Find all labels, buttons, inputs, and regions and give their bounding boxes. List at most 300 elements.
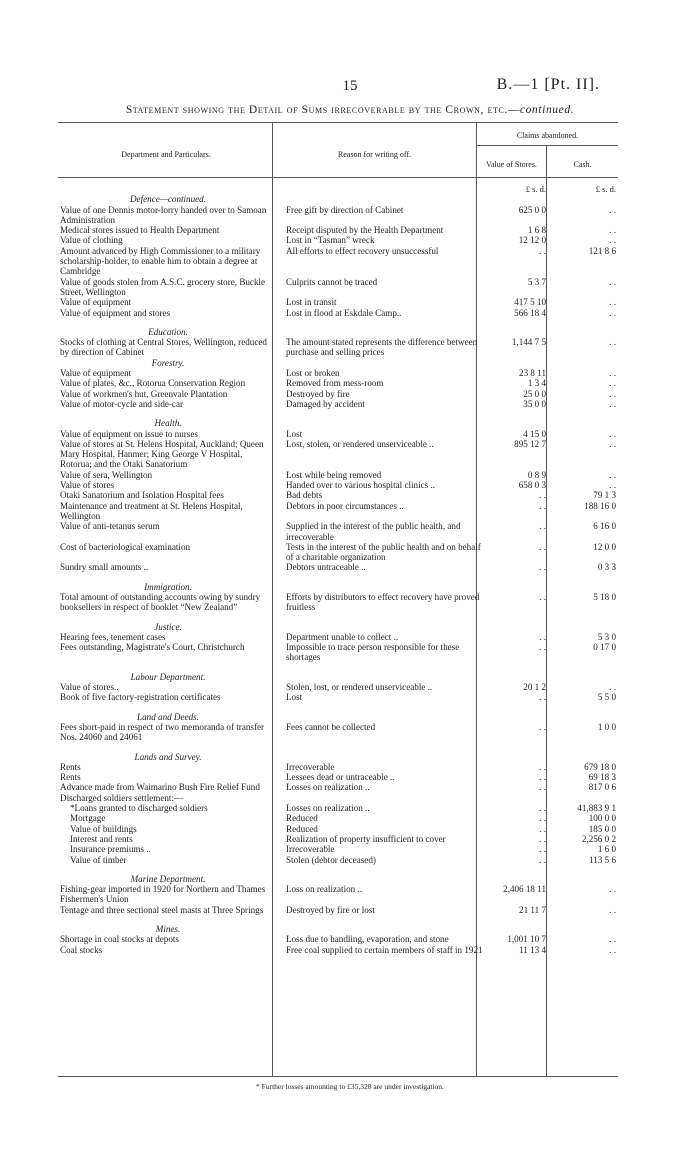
header-bottom-rule (58, 177, 618, 178)
header-stores: Value of Stores. (486, 160, 537, 169)
stores-value-cell (486, 418, 552, 428)
cash-value-cell (552, 884, 624, 905)
department-cell-text: Discharged soldiers settlement:— (60, 792, 184, 803)
stores-value-cell (486, 225, 552, 235)
reason-cell (276, 480, 486, 490)
department-cell (0, 521, 276, 542)
page-title (0, 104, 700, 116)
stores-value-cell-text: . . (539, 692, 546, 703)
reason-cell (276, 924, 486, 934)
cash-value-cell (552, 542, 624, 563)
reason-cell (276, 834, 486, 844)
department-cell (0, 855, 276, 865)
table-row (0, 501, 700, 522)
reason-cell-text: Bad debts (286, 490, 323, 501)
cash-value-cell-text: 5 5 0 (597, 692, 616, 703)
cash-value-cell-text: . . (609, 398, 616, 409)
department-cell (0, 562, 276, 572)
stores-value-cell (486, 672, 552, 682)
cash-value-cell (552, 722, 624, 743)
table-row (0, 762, 700, 772)
department-cell (0, 184, 276, 194)
stores-value-cell (486, 874, 552, 884)
department-cell (0, 418, 276, 428)
department-cell (0, 327, 276, 337)
reason-cell-text: Irrecoverable (286, 761, 335, 772)
reason-cell-text: Culprits cannot be traced (286, 276, 378, 287)
department-cell (0, 205, 276, 226)
header-cash: Cash. (573, 160, 592, 169)
department-cell (0, 592, 276, 613)
reason-cell (276, 277, 486, 298)
stores-value-cell (486, 934, 552, 944)
reason-cell-text: Impossible to trace person responsible for these shortages (286, 642, 460, 663)
cash-value-cell (552, 235, 624, 245)
reason-cell-text: Damaged by accident (286, 398, 365, 409)
cash-value-cell (552, 793, 624, 803)
table-row (0, 592, 700, 613)
department-cell-text: Value of sera, Wellington (60, 469, 153, 480)
stores-value-cell (486, 480, 552, 490)
cash-value-cell-text: . . (609, 428, 616, 439)
stores-value-cell-text: 25 0 0 (523, 388, 546, 399)
stores-value-cell (486, 772, 552, 782)
header-department: Department and Particulars. (121, 150, 211, 159)
reason-cell-text: Lost while being removed (286, 469, 382, 480)
cash-value-cell (552, 844, 624, 854)
cash-value-cell-text: 0 17 0 (593, 642, 616, 653)
cash-value-cell-text: . . (609, 235, 616, 246)
reason-cell-text: Stolen (debtor deceased) (286, 854, 376, 865)
reason-cell (276, 418, 486, 428)
stores-value-cell-text: 1,001 10 7 (507, 934, 546, 945)
department-cell (0, 429, 276, 439)
reason-cell (276, 855, 486, 865)
department-cell (0, 782, 276, 792)
cash-value-cell-text: 113 5 6 (589, 854, 616, 865)
table-row (0, 277, 700, 298)
stores-value-cell-text: . . (539, 721, 546, 732)
reason-cell-text: Free coal supplied to certain members of staff in 1921 (286, 944, 483, 955)
table-row (0, 884, 700, 905)
stores-value-cell (486, 501, 552, 522)
stores-value-cell (486, 924, 552, 934)
reason-cell-text: Destroyed by fire or lost (286, 904, 375, 915)
department-cell (0, 722, 276, 743)
cash-value-cell (552, 712, 624, 722)
department-cell-text: Maintenance and treatment at St. Helens Hospital, Wellington (60, 500, 243, 521)
stores-value-cell (486, 205, 552, 226)
cash-value-cell (552, 762, 624, 772)
stores-value-cell (486, 762, 552, 772)
cash-value-cell-text: 0 3 3 (597, 562, 616, 573)
cash-value-cell (552, 194, 624, 204)
title-suffix: continued. (519, 104, 575, 116)
department-cell-text: Defence—continued. (129, 194, 206, 205)
department-cell (0, 337, 276, 358)
table-row (0, 246, 700, 277)
department-cell (0, 378, 276, 388)
cash-value-cell-text: 5 3 0 (597, 631, 616, 642)
stores-value-cell (486, 642, 552, 663)
reason-cell (276, 225, 486, 235)
cash-value-cell-text: . . (609, 337, 616, 348)
cash-value-cell-text: . . (609, 884, 616, 895)
department-cell-text: Value of one Dennis motor-lorry handed over to Samoan Administration (60, 204, 267, 225)
reason-cell-text: Efforts by distributors to effect recovery have proved fruitless (286, 591, 480, 613)
reason-cell-text: Handed over to various hospital clinics .. (286, 480, 436, 491)
cash-value-cell-text: 6 16 0 (593, 521, 616, 532)
row-spacer (0, 865, 700, 874)
department-cell-text: Insurance premiums .. (70, 844, 151, 855)
reason-cell (276, 399, 486, 409)
department-cell-text: Cost of bacteriological examination (60, 541, 191, 552)
table-row (0, 368, 700, 378)
stores-value-cell (486, 246, 552, 277)
stores-value-cell (486, 327, 552, 337)
reason-cell (276, 205, 486, 226)
department-cell-text: Lands and Survey. (134, 751, 202, 762)
stores-value-cell-text: . . (539, 823, 546, 834)
stores-value-cell (486, 542, 552, 563)
stores-value-cell-text: £ s. d. (525, 184, 546, 194)
department-cell (0, 803, 276, 813)
cash-value-cell (552, 682, 624, 692)
cash-value-cell-text: . . (609, 276, 616, 287)
table-row (0, 184, 700, 194)
table-row (0, 308, 700, 318)
stores-value-cell (486, 592, 552, 613)
table-top-rule (58, 122, 618, 123)
stores-value-cell-text: . . (539, 490, 546, 501)
department-cell-text: Forestry. (151, 357, 185, 368)
cash-value-cell (552, 945, 624, 955)
stores-value-cell (486, 712, 552, 722)
department-cell-text: Value of timber (70, 854, 127, 865)
table-row (0, 632, 700, 642)
stores-value-cell (486, 194, 552, 204)
cash-value-cell (552, 824, 624, 834)
department-cell-text: Advance made from Waimarino Bush Fire Relief Fund (60, 782, 260, 793)
cash-value-cell-text: 817 0 6 (588, 782, 616, 793)
department-cell (0, 439, 276, 470)
department-cell-text: Shortage in coal stocks at depots (60, 934, 179, 945)
department-cell-text: Total amount of outstanding accounts owing by sundry booksellers in respect of booklet “New Zealand” (60, 591, 261, 613)
cash-value-cell-text: . . (609, 904, 616, 915)
reason-cell (276, 194, 486, 204)
table-row (0, 205, 700, 226)
department-cell-text: Value of equipment (60, 368, 132, 379)
section-heading (0, 418, 700, 428)
department-cell-text: Value of stores.. (60, 682, 119, 693)
table-row (0, 813, 700, 823)
table-row (0, 337, 700, 358)
reason-cell (276, 844, 486, 854)
cash-value-cell-text: 69 18 3 (588, 772, 616, 783)
reason-cell (276, 184, 486, 194)
reason-cell (276, 470, 486, 480)
department-cell-text: Amount advanced by High Commissioner to a military scholarship-holder, to enable him to obtain a degree at Cambridge (60, 245, 261, 277)
table-row (0, 844, 700, 854)
section-heading (0, 712, 700, 722)
reason-cell-text: Lost or broken (286, 368, 340, 379)
department-cell (0, 246, 276, 277)
cash-value-cell (552, 368, 624, 378)
stores-value-cell (486, 439, 552, 470)
reason-cell-text: Removed from mess-room (286, 378, 384, 389)
department-cell-text: Value of equipment and stores (60, 307, 171, 318)
reason-cell (276, 692, 486, 702)
stores-value-cell (486, 358, 552, 368)
cash-value-cell (552, 418, 624, 428)
department-cell-text: Rents (60, 772, 81, 783)
reason-cell (276, 824, 486, 834)
department-cell-text: Land and Deeds. (137, 711, 199, 722)
cash-value-cell-text: 1 6 0 (597, 844, 616, 855)
cash-value-cell (552, 782, 624, 792)
table-row (0, 682, 700, 692)
department-cell (0, 672, 276, 682)
department-cell (0, 194, 276, 204)
stores-value-cell (486, 378, 552, 388)
stores-value-cell-text: 0 8 9 (527, 469, 546, 480)
department-cell-text: Otaki Sanatorium and Isolation Hospital fees (60, 490, 224, 501)
department-cell (0, 934, 276, 944)
stores-value-cell-text: 4 15 0 (523, 428, 546, 439)
reason-cell (276, 490, 486, 500)
cash-value-cell (552, 592, 624, 613)
stores-value-cell (486, 884, 552, 905)
department-cell-text: Value of goods stolen from A.S.C. grocery store, Buckle Street, Wellington (60, 276, 266, 297)
reason-cell-text: Lost (286, 428, 303, 439)
reason-cell (276, 246, 486, 277)
reason-cell-text: Lost, stolen, or rendered unserviceable .. (286, 438, 434, 449)
cash-value-cell (552, 308, 624, 318)
reason-cell-text: Stolen, lost, or rendered unserviceable .. (286, 682, 433, 693)
cash-value-cell (552, 378, 624, 388)
cash-value-cell (552, 772, 624, 782)
stores-value-cell (486, 521, 552, 542)
stores-value-cell (486, 945, 552, 955)
department-cell (0, 235, 276, 245)
cash-value-cell (552, 327, 624, 337)
stores-value-cell-text: . . (539, 803, 546, 814)
cash-value-cell-text: . . (609, 368, 616, 379)
table-row (0, 642, 700, 663)
stores-value-cell (486, 308, 552, 318)
header-claims: Claims abandoned. (516, 131, 579, 140)
stores-value-cell (486, 722, 552, 743)
department-cell (0, 632, 276, 642)
table-row (0, 945, 700, 955)
stores-value-cell-text: 11 13 4 (519, 944, 546, 955)
stores-value-cell-text: 566 18 4 (514, 307, 546, 318)
department-cell-text: Rents (60, 761, 81, 772)
department-cell-text: Medical stores issued to Health Department (60, 225, 220, 236)
stores-value-cell-text: 23 8 11 (519, 368, 546, 379)
department-cell (0, 642, 276, 663)
department-cell (0, 692, 276, 702)
reason-cell (276, 521, 486, 542)
reason-cell-text: Loss on realization .. (286, 884, 363, 895)
table-row (0, 378, 700, 388)
department-cell (0, 358, 276, 368)
stores-value-cell (486, 834, 552, 844)
cash-value-cell-text: 79 1 3 (593, 490, 616, 501)
table-row (0, 225, 700, 235)
department-cell (0, 884, 276, 905)
reason-cell (276, 622, 486, 632)
cash-value-cell (552, 752, 624, 762)
reason-cell (276, 682, 486, 692)
reason-cell (276, 905, 486, 915)
row-spacer (0, 743, 700, 752)
cash-value-cell (552, 632, 624, 642)
stores-value-cell (486, 803, 552, 813)
cash-value-cell (552, 924, 624, 934)
reason-cell-text: Irrecoverable (286, 844, 335, 855)
reason-cell (276, 429, 486, 439)
reason-cell (276, 803, 486, 813)
cash-value-cell (552, 358, 624, 368)
department-cell-text: Mines. (155, 924, 181, 934)
department-cell (0, 622, 276, 632)
department-cell-text: Value of buildings (70, 823, 137, 834)
stores-value-cell-text: . . (539, 833, 546, 844)
stores-value-cell-text: 625 0 0 (518, 204, 546, 215)
section-heading (0, 194, 700, 204)
cash-value-cell (552, 692, 624, 702)
table-row (0, 834, 700, 844)
cash-value-cell-text: 12 0 0 (593, 541, 616, 552)
cash-value-cell (552, 501, 624, 522)
row-spacer (0, 703, 700, 712)
stores-value-cell (486, 782, 552, 792)
page-number: 15 (342, 78, 358, 94)
reason-cell (276, 308, 486, 318)
stores-value-cell (486, 429, 552, 439)
cash-value-cell (552, 399, 624, 409)
stores-value-cell (486, 368, 552, 378)
department-cell (0, 368, 276, 378)
reason-cell (276, 762, 486, 772)
cash-value-cell-text: 5 18 0 (593, 591, 616, 602)
table-row (0, 470, 700, 480)
table-row (0, 235, 700, 245)
department-cell (0, 905, 276, 915)
stores-value-cell (486, 562, 552, 572)
department-cell-text: Sundry small amounts .. (60, 562, 149, 573)
department-cell (0, 834, 276, 844)
department-cell-text: Coal stocks (60, 944, 103, 955)
reason-cell (276, 813, 486, 823)
department-cell (0, 712, 276, 722)
reason-cell-text: Lost (286, 692, 303, 703)
stores-value-cell-text: . . (539, 500, 546, 511)
cash-value-cell-text: 185 0 0 (588, 823, 616, 834)
department-cell-text: Value of workmen's hut, Greenvale Plantation (60, 388, 228, 399)
row-spacer (0, 663, 700, 672)
cash-value-cell-text: . . (609, 934, 616, 945)
reason-cell-text: Free gift by direction of Cabinet (286, 204, 404, 215)
stores-value-cell-text: . . (539, 562, 546, 573)
reason-cell (276, 945, 486, 955)
cash-value-cell (552, 813, 624, 823)
stores-value-cell (486, 692, 552, 702)
department-cell (0, 945, 276, 955)
department-cell (0, 752, 276, 762)
stores-value-cell-text: 895 12 7 (514, 438, 546, 449)
table-row (0, 934, 700, 944)
stores-value-cell (486, 682, 552, 692)
department-cell-text: Interest and rents (70, 833, 133, 844)
cash-value-cell-text: . . (609, 944, 616, 955)
stores-value-cell-text: . . (539, 642, 546, 653)
reason-cell (276, 562, 486, 572)
reason-cell-text: Reduced (286, 823, 318, 834)
reason-cell (276, 542, 486, 563)
reason-cell (276, 752, 486, 762)
department-cell-text: Mortgage (70, 813, 106, 824)
cash-value-cell-text: £ s. d. (595, 184, 616, 194)
cash-value-cell-text: 679 18 0 (584, 761, 616, 772)
reason-cell (276, 337, 486, 358)
table-row (0, 542, 700, 563)
stores-value-cell-text: 5 3 7 (527, 276, 546, 287)
table-row (0, 429, 700, 439)
table-row (0, 297, 700, 307)
reason-cell-text: Debtors in poor circumstances .. (286, 500, 404, 511)
department-cell-text: Hearing fees, tenement cases (60, 631, 166, 642)
section-heading (0, 622, 700, 632)
reason-cell (276, 874, 486, 884)
cash-value-cell (552, 470, 624, 480)
row-spacer (0, 915, 700, 924)
department-cell-text: Health. (154, 418, 182, 429)
stores-value-cell (486, 813, 552, 823)
reason-cell (276, 672, 486, 682)
cash-value-cell-text: 41,883 9 1 (577, 803, 616, 814)
reason-cell-text: Fees cannot be collected (286, 721, 376, 732)
table-row (0, 490, 700, 500)
stores-value-cell-text: 35 0 0 (523, 398, 546, 409)
department-cell (0, 924, 276, 934)
table-row (0, 562, 700, 572)
stores-value-cell (486, 235, 552, 245)
reason-cell-text: Lost in flood at Eskdale Camp.. (286, 307, 402, 318)
table-row (0, 855, 700, 865)
stores-value-cell (486, 824, 552, 834)
cash-value-cell-text: 188 16 0 (584, 500, 616, 511)
cash-value-cell (552, 855, 624, 865)
department-cell-text: Value of anti-tetanus serum (60, 521, 160, 532)
reason-cell (276, 327, 486, 337)
cash-value-cell-text: 1 0 0 (597, 721, 616, 732)
header-reason: Reason for writing off. (337, 150, 412, 159)
stores-value-cell-text: . . (539, 844, 546, 855)
reason-cell-text: All efforts to effect recovery unsuccessful (286, 245, 439, 256)
department-cell (0, 470, 276, 480)
section-heading (0, 582, 700, 592)
stores-value-cell (486, 337, 552, 358)
cash-value-cell (552, 874, 624, 884)
stores-value-cell-text: . . (539, 813, 546, 824)
department-cell-text: Justice. (154, 621, 182, 632)
reason-cell (276, 793, 486, 803)
table-row (0, 399, 700, 409)
cash-value-cell (552, 521, 624, 542)
reason-cell (276, 592, 486, 613)
